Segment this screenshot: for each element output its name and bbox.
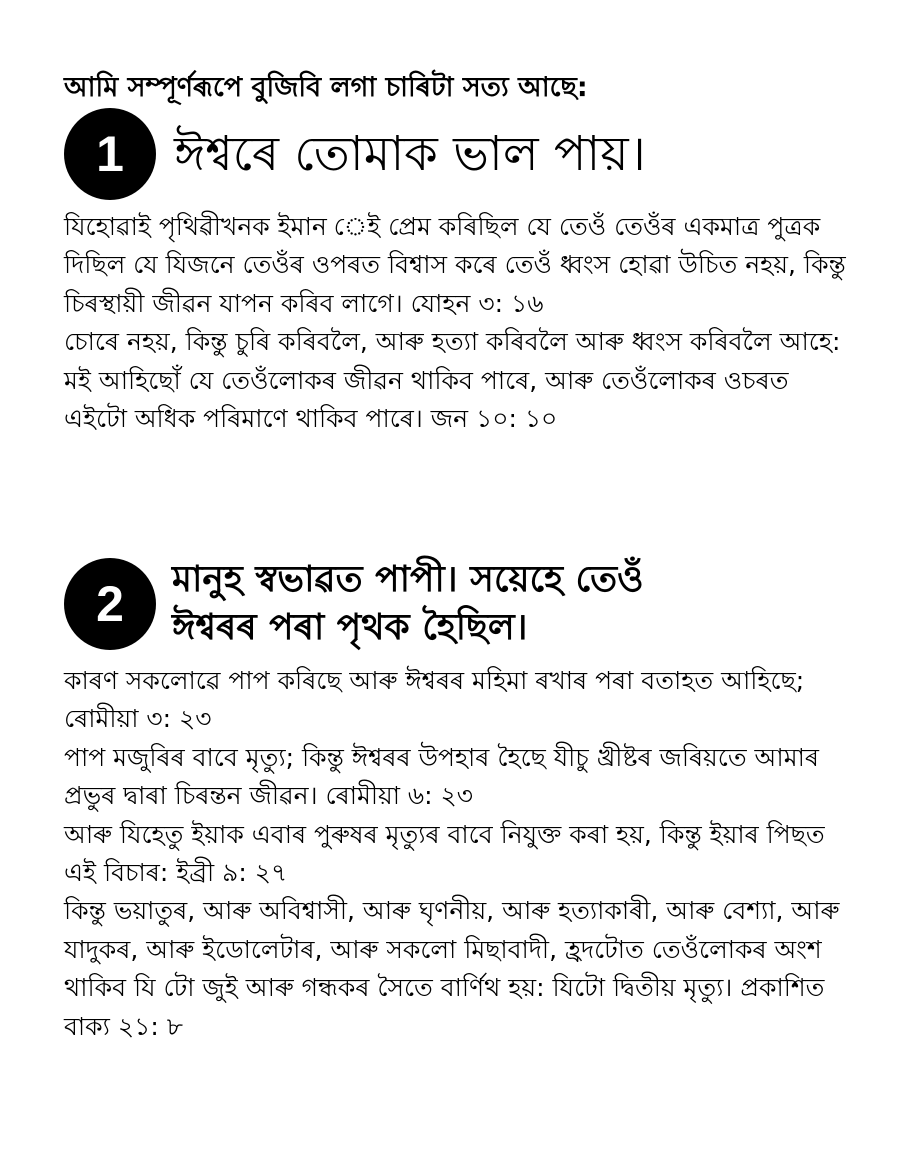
section-2-heading-line: ঈশ্বৰৰ পৰা পৃথক হৈছিল।	[172, 607, 528, 648]
section-2-heading-line: মানুহ স্বভাৱত পাপী। সয়েহে তেওঁ	[172, 559, 644, 600]
intro-line: আমি সম্পূৰ্ণৰূপে বুজিবি লগা চাৰিটা সত্য আছে:	[64, 72, 588, 103]
section-2-body	[64, 662, 854, 1046]
section-1-heading: ঈশ্বৰে তোমাক ভাল পায়।	[174, 126, 646, 182]
verse-paragraph: চোৰে নহয়, কিন্তু চুৰি কৰিবলৈ, আৰু হত্যা কৰিবলৈ আৰু ধ্বংস কৰিবলৈ আহে: মই আহিছোঁ যে তেওঁলোকৰ জীৱন থাকিব পাৰে, আৰু তেওঁলোকৰ ওচৰত এইটো অধিক পৰিমাণে থাকিব পাৰে। জন ১০: ১০	[64, 327, 841, 434]
verse-paragraph: কিন্তু ভয়াতুৰ, আৰু অবিশ্বাসী, আৰু ঘৃণনীয়, আৰু হত্যাকাৰী, আৰু বেশ্যা, আৰু যাদুকৰ, আৰু ইডোলেটাৰ, আৰু সকলো মিছাবাদী, হ্ৰদটোত তেওঁলোকৰ অংশ থাকিব যি টো জুই আৰু গন্ধকৰ সৈতে বাৰ্ণিথ হয়: যিটো দ্বিতীয় মৃত্যু। প্ৰকাশিত বাক্য ২১: ৮	[64, 896, 840, 1041]
verse-paragraph: যিহোৱাই পৃথিৱীখনক ইমান েই প্ৰেম কৰিছিল যে তেওঁ তেওঁৰ একমাত্ৰ পুত্ৰক দিছিল যে যিজনে তেওঁৰ ওপৰত বিশ্বাস কৰে তেওঁ ধ্বংস হোৱা উচিত নহয়, কিন্তু চিৰস্থায়ী জীৱন যাপন কৰিব লাগে। যোহন ৩: ১৬	[64, 212, 846, 318]
verse-paragraph: আৰু যিহেতু ইয়াক এবাৰ পুৰুষৰ মৃত্যুৰ বাবে নিযুক্ত কৰা হয়, কিন্তু ইয়াৰ পিছত এই বিচাৰ: ইব্ৰী ৯: ২৭	[64, 819, 825, 888]
section-number-badge: 1	[64, 108, 156, 200]
section-2-heading	[172, 556, 644, 652]
verse-paragraph: পাপ মজুৰিৰ বাবে মৃত্যু; কিন্তু ঈশ্বৰৰ উপহাৰ হৈছে যীচু খ্ৰীষ্টৰ জৰিয়তে আমাৰ প্ৰভুৰ দ্বাৰা চিৰন্তন জীৱন। ৰোমীয়া ৬: ২৩	[64, 742, 819, 811]
section-1-header	[64, 108, 646, 200]
section-2-header	[64, 556, 644, 652]
section-number-badge: 2	[64, 558, 156, 650]
verse-paragraph: কাৰণ সকলোৱে পাপ কৰিছে আৰু ঈশ্বৰৰ মহিমা ৰখাৰ পৰা বতাহত আহিছে; ৰোমীয়া ৩: ২৩	[64, 666, 805, 734]
section-1-body	[64, 208, 854, 438]
